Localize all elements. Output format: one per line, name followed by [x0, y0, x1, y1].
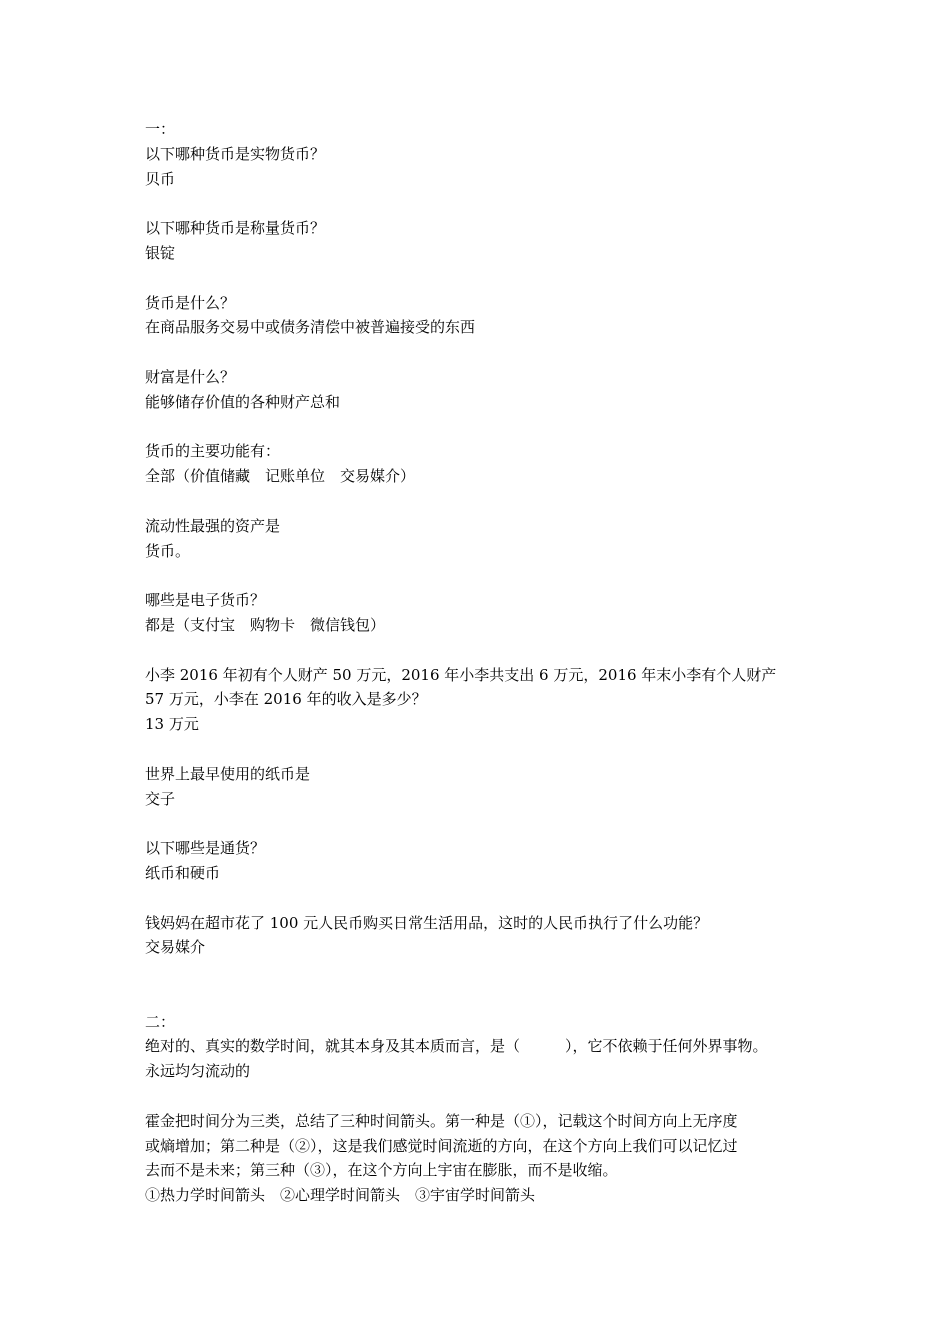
question-13-line-3: 去而不是未来；第三种（③），在这个方向上宇宙在膨胀，而不是收缩。: [145, 1161, 618, 1180]
answer-9: 交子: [145, 789, 176, 808]
answer-8: 13 万元: [145, 715, 199, 734]
answer-2: 银锭: [145, 243, 176, 262]
question-12: 绝对的、真实的数学时间，就其本身及其本质而言，是（ ），它不依赖于任何外界事物。: [145, 1037, 768, 1056]
answer-13: ①热力学时间箭头 ②心理学时间箭头 ③宇宙学时间箭头: [145, 1186, 536, 1205]
question-5: 货币的主要功能有：: [145, 442, 281, 461]
question-11: 钱妈妈在超市花了 100 元人民币购买日常生活用品，这时的人民币执行了什么功能？: [145, 913, 709, 932]
answer-3: 在商品服务交易中或债务清偿中被普遍接受的东西: [145, 318, 476, 337]
question-13-line-1: 霍金把时间分为三类，总结了三种时间箭头。第一种是（①），记载这个时间方向上无序度: [145, 1111, 738, 1130]
question-7: 哪些是电子货币？: [145, 591, 266, 610]
question-1: 以下哪种货币是实物货币？: [145, 144, 326, 163]
question-8-line-1: 小李 2016 年初有个人财产 50 万元，2016 年小李共支出 6 万元，2016 年末小李有个人财产: [145, 665, 777, 684]
question-4: 财富是什么？: [145, 367, 236, 386]
answer-1: 贝币: [145, 169, 176, 188]
answer-6: 货币。: [145, 541, 191, 560]
answer-11: 交易媒介: [145, 938, 206, 957]
answer-10: 纸币和硬币: [145, 863, 221, 882]
question-3: 货币是什么？: [145, 293, 236, 312]
question-9: 世界上最早使用的纸币是: [145, 764, 311, 783]
question-2: 以下哪种货币是称量货币？: [145, 219, 326, 238]
answer-12: 永远均匀流动的: [145, 1062, 251, 1081]
question-10: 以下哪些是通货？: [145, 839, 266, 858]
question-6: 流动性最强的资产是: [145, 516, 281, 535]
answer-5: 全部（价值储藏 记账单位 交易媒介）: [145, 467, 416, 486]
answer-7: 都是（支付宝 购物卡 微信钱包）: [145, 615, 386, 634]
question-8-line-2: 57 万元，小李在 2016 年的收入是多少？: [145, 690, 427, 709]
section-2-heading: 二：: [145, 1012, 176, 1031]
section-1-heading: 一：: [145, 120, 176, 138]
document-page: [145, 117, 825, 1208]
question-13-line-2: 或熵增加；第二种是（②），这是我们感觉时间流逝的方向，在这个方向上我们可以记忆过: [145, 1136, 738, 1155]
answer-4: 能够储存价值的各种财产总和: [145, 392, 341, 411]
